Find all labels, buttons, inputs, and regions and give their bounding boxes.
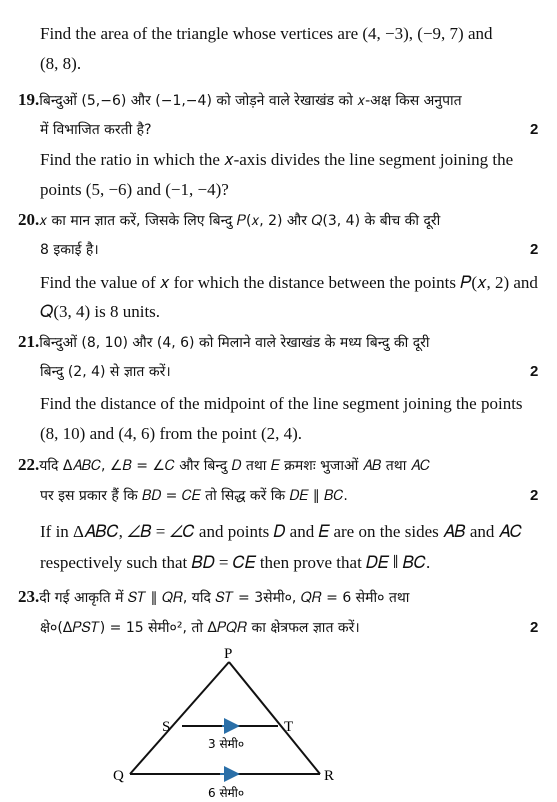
q19-hindi-line-1 — [18, 90, 462, 111]
q21-hindi-line-2: बिन्दु (2, 4) से ज्ञात करें। — [40, 364, 171, 380]
q19-number: 19. — [18, 90, 40, 109]
q19-marks: 2 — [530, 121, 539, 138]
q18-english-line-2: (8, 8). — [40, 54, 82, 73]
q22-english-line-2: respectively such that 𝐵𝐷 = 𝐶𝐸 then prove that 𝐷𝐸 ∥ 𝐵𝐶. — [40, 553, 431, 572]
q23-marks: 2 — [530, 619, 539, 636]
q18-english-line-1: Find the area of the triangle whose vertices are (4, −3), (−9, 7) and — [40, 24, 493, 43]
q20-marks: 2 — [530, 241, 539, 258]
q20-number: 20. — [18, 210, 40, 229]
q19-hindi-line-2: में विभाजित करती है? — [40, 122, 152, 138]
q22-hindi-line-1 — [18, 455, 430, 476]
q20-hindi-line-2: 8 इकाई है। — [40, 242, 99, 258]
q22-marks: 2 — [530, 487, 539, 504]
label-p: P — [224, 646, 233, 662]
label-st-length: 3 सेमी० — [208, 737, 245, 751]
q23-hindi-line-1 — [18, 587, 409, 608]
label-q: Q — [113, 768, 124, 784]
q21-english-line-1: Find the distance of the midpoint of the line segment joining the points — [40, 394, 523, 413]
label-t: T — [284, 719, 294, 735]
q21-marks: 2 — [530, 363, 539, 380]
label-s: S — [162, 719, 171, 735]
q19-hindi-text: बिन्दुओं (5,−6) और (−1,−4) को जोड़ने वाले रेखाखंड को 𝑥-अक्ष किस अनुपात — [39, 93, 462, 109]
label-r: R — [324, 768, 335, 784]
q21-hindi-line-1 — [18, 332, 430, 353]
q21-hindi-text: बिन्दुओं (8, 10) और (4, 6) को मिलाने वाले रेखाखंड के मध्य बिन्दु की दूरी — [39, 335, 430, 351]
side-pr — [229, 662, 320, 774]
q22-number: 22. — [18, 455, 40, 474]
q20-hindi-line-1 — [18, 210, 440, 231]
q21-english-line-2: (8, 10) and (4, 6) from the point (2, 4). — [40, 424, 303, 443]
q22-hindi-line-2: पर इस प्रकार हैं कि 𝐵𝐷 = 𝐶𝐸 तो सिद्ध करें कि 𝐷𝐸 ∥ 𝐵𝐶. — [40, 488, 348, 504]
triangle-figure — [0, 642, 557, 802]
q23-hindi-text: दी गई आकृति में 𝑆𝑇 ∥ 𝑄𝑅, यदि 𝑆𝑇 = 3सेमी०, 𝑄𝑅 = 6 सेमी० तथा — [39, 590, 410, 606]
q21-number: 21. — [18, 332, 40, 351]
side-pq — [130, 662, 229, 774]
q19-english-line-1: Find the ratio in which the 𝑥-axis divides the line segment joining the — [40, 150, 514, 169]
q20-english-line-2: 𝑄(3, 4) is 8 units. — [40, 302, 161, 321]
label-qr-length: 6 सेमी० — [208, 786, 245, 800]
q19-english-line-2: points (5, −6) and (−1, −4)? — [40, 180, 229, 199]
q22-english-line-1: If in Δ𝐴𝐵𝐶, ∠𝐵 = ∠𝐶 and points 𝐷 and 𝐸 are on the sides 𝐴𝐵 and 𝐴𝐶 — [40, 522, 523, 541]
q20-english-line-1: Find the value of 𝑥 for which the distance between the points 𝑃(𝑥, 2) and — [40, 273, 538, 292]
q23-number: 23. — [18, 587, 40, 606]
q23-hindi-line-2: क्षे०(Δ𝑃𝑆𝑇) = 15 सेमी०², तो Δ𝑃𝑄𝑅 का क्षेत्रफल ज्ञात करें। — [40, 620, 360, 636]
q22-hindi-text: यदि Δ𝐴𝐵𝐶, ∠𝐵 = ∠𝐶 और बिन्दु 𝐷 तथा 𝐸 क्रमशः भुजाओं 𝐴𝐵 तथा 𝐴𝐶 — [39, 458, 431, 474]
q20-hindi-text: 𝑥 का मान ज्ञात करें, जिसके लिए बिन्दु 𝑃(𝑥, 2) और 𝑄(3, 4) के बीच की दूरी — [39, 213, 441, 229]
